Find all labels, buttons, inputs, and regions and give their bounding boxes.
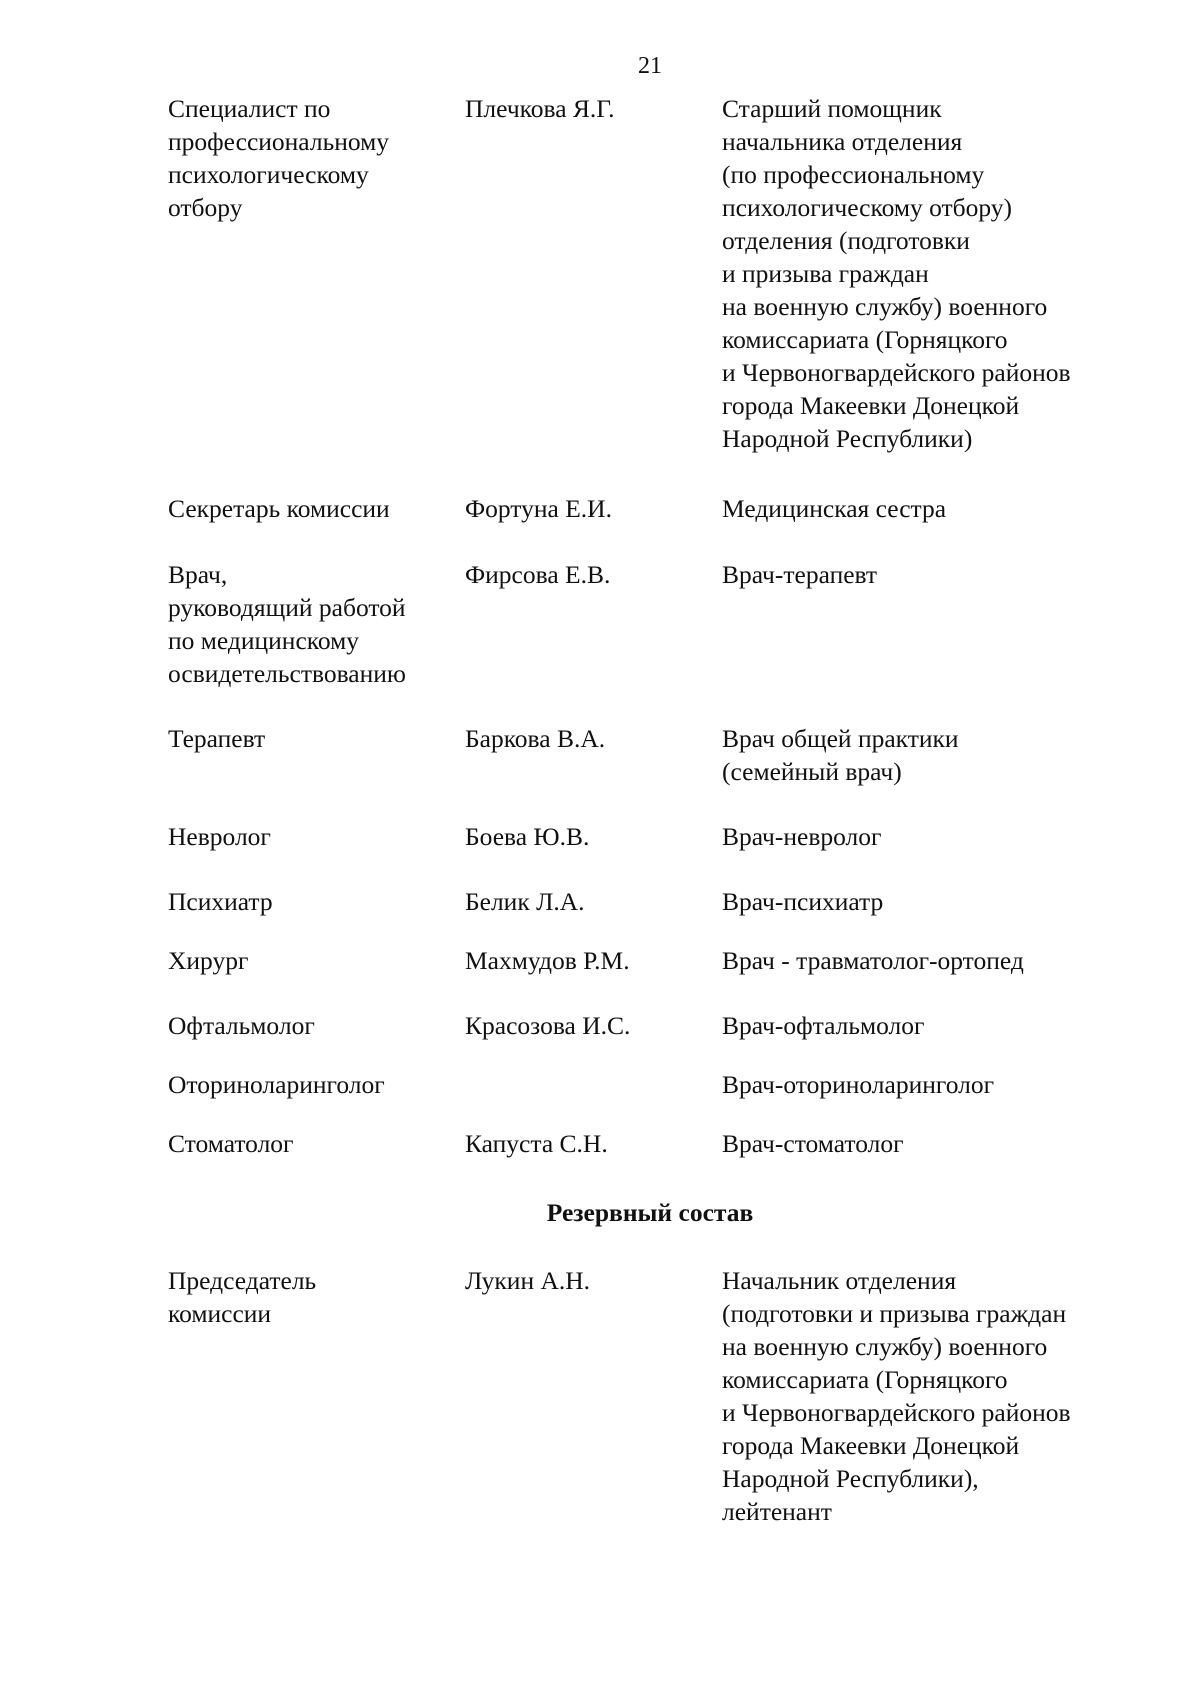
role-cell: Оториноларинголог (168, 1070, 385, 1099)
page-number: 21 (638, 53, 662, 79)
position-cell: Врач - травматолог-ортопед (722, 946, 1024, 975)
role-cell: Терапевт (168, 724, 266, 753)
role-cell: Стоматолог (168, 1129, 294, 1158)
position-cell: Врач-психиатр (722, 887, 884, 916)
name-cell: Красозова И.С. (465, 1011, 631, 1040)
position-cell: Врач-оториноларинголог (722, 1070, 995, 1099)
position-cell: Медицинская сестра (722, 494, 947, 523)
position-cell: Врач-терапевт (722, 560, 878, 589)
name-cell: Баркова В.А. (465, 724, 606, 753)
position-cell: Врач-невролог (722, 822, 882, 851)
role-cell: Офтальмолог (168, 1011, 315, 1040)
name-cell: Фирсова Е.В. (465, 560, 611, 589)
position-cell: Врач-стоматолог (722, 1129, 904, 1158)
reserve-section-title: Резервный состав (546, 1198, 754, 1227)
name-cell: Лукин А.Н. (465, 1266, 591, 1295)
role-cell: Психиатр (168, 887, 273, 916)
role-cell: Специалист по профессиональному психологическому отбору (168, 94, 389, 222)
position-cell: Старший помощник начальника отделения (по профессиональному психологическому отбору) отделения (подготовки и призыва граждан на военную службу) военного комиссариата (Горняцкого и Червоногвардейского районов города Макеевки Донецкой Народной Республики) (722, 94, 1071, 453)
role-cell: Секретарь комиссии (168, 494, 390, 523)
name-cell: Фортуна Е.И. (465, 494, 612, 523)
role-cell: Невролог (168, 822, 271, 851)
name-cell: Махмудов Р.М. (465, 946, 630, 975)
position-cell: Врач-офтальмолог (722, 1011, 925, 1040)
position-cell: Начальник отделения (подготовки и призыва граждан на военную службу) военного комиссариата (Горняцкого и Червоногвардейского районов города Макеевки Донецкой Народной Республики), лейтенант (722, 1266, 1071, 1526)
position-cell: Врач общей практики (семейный врач) (722, 724, 959, 786)
role-cell: Председатель комиссии (168, 1266, 317, 1328)
role-cell: Врач, руководящий работой по медицинскому освидетельствованию (168, 560, 406, 688)
name-cell: Плечкова Я.Г. (465, 94, 615, 123)
role-cell: Хирург (168, 946, 249, 975)
name-cell: Боева Ю.В. (465, 822, 590, 851)
name-cell: Белик Л.А. (465, 887, 585, 916)
name-cell: Капуста С.Н. (465, 1129, 608, 1158)
